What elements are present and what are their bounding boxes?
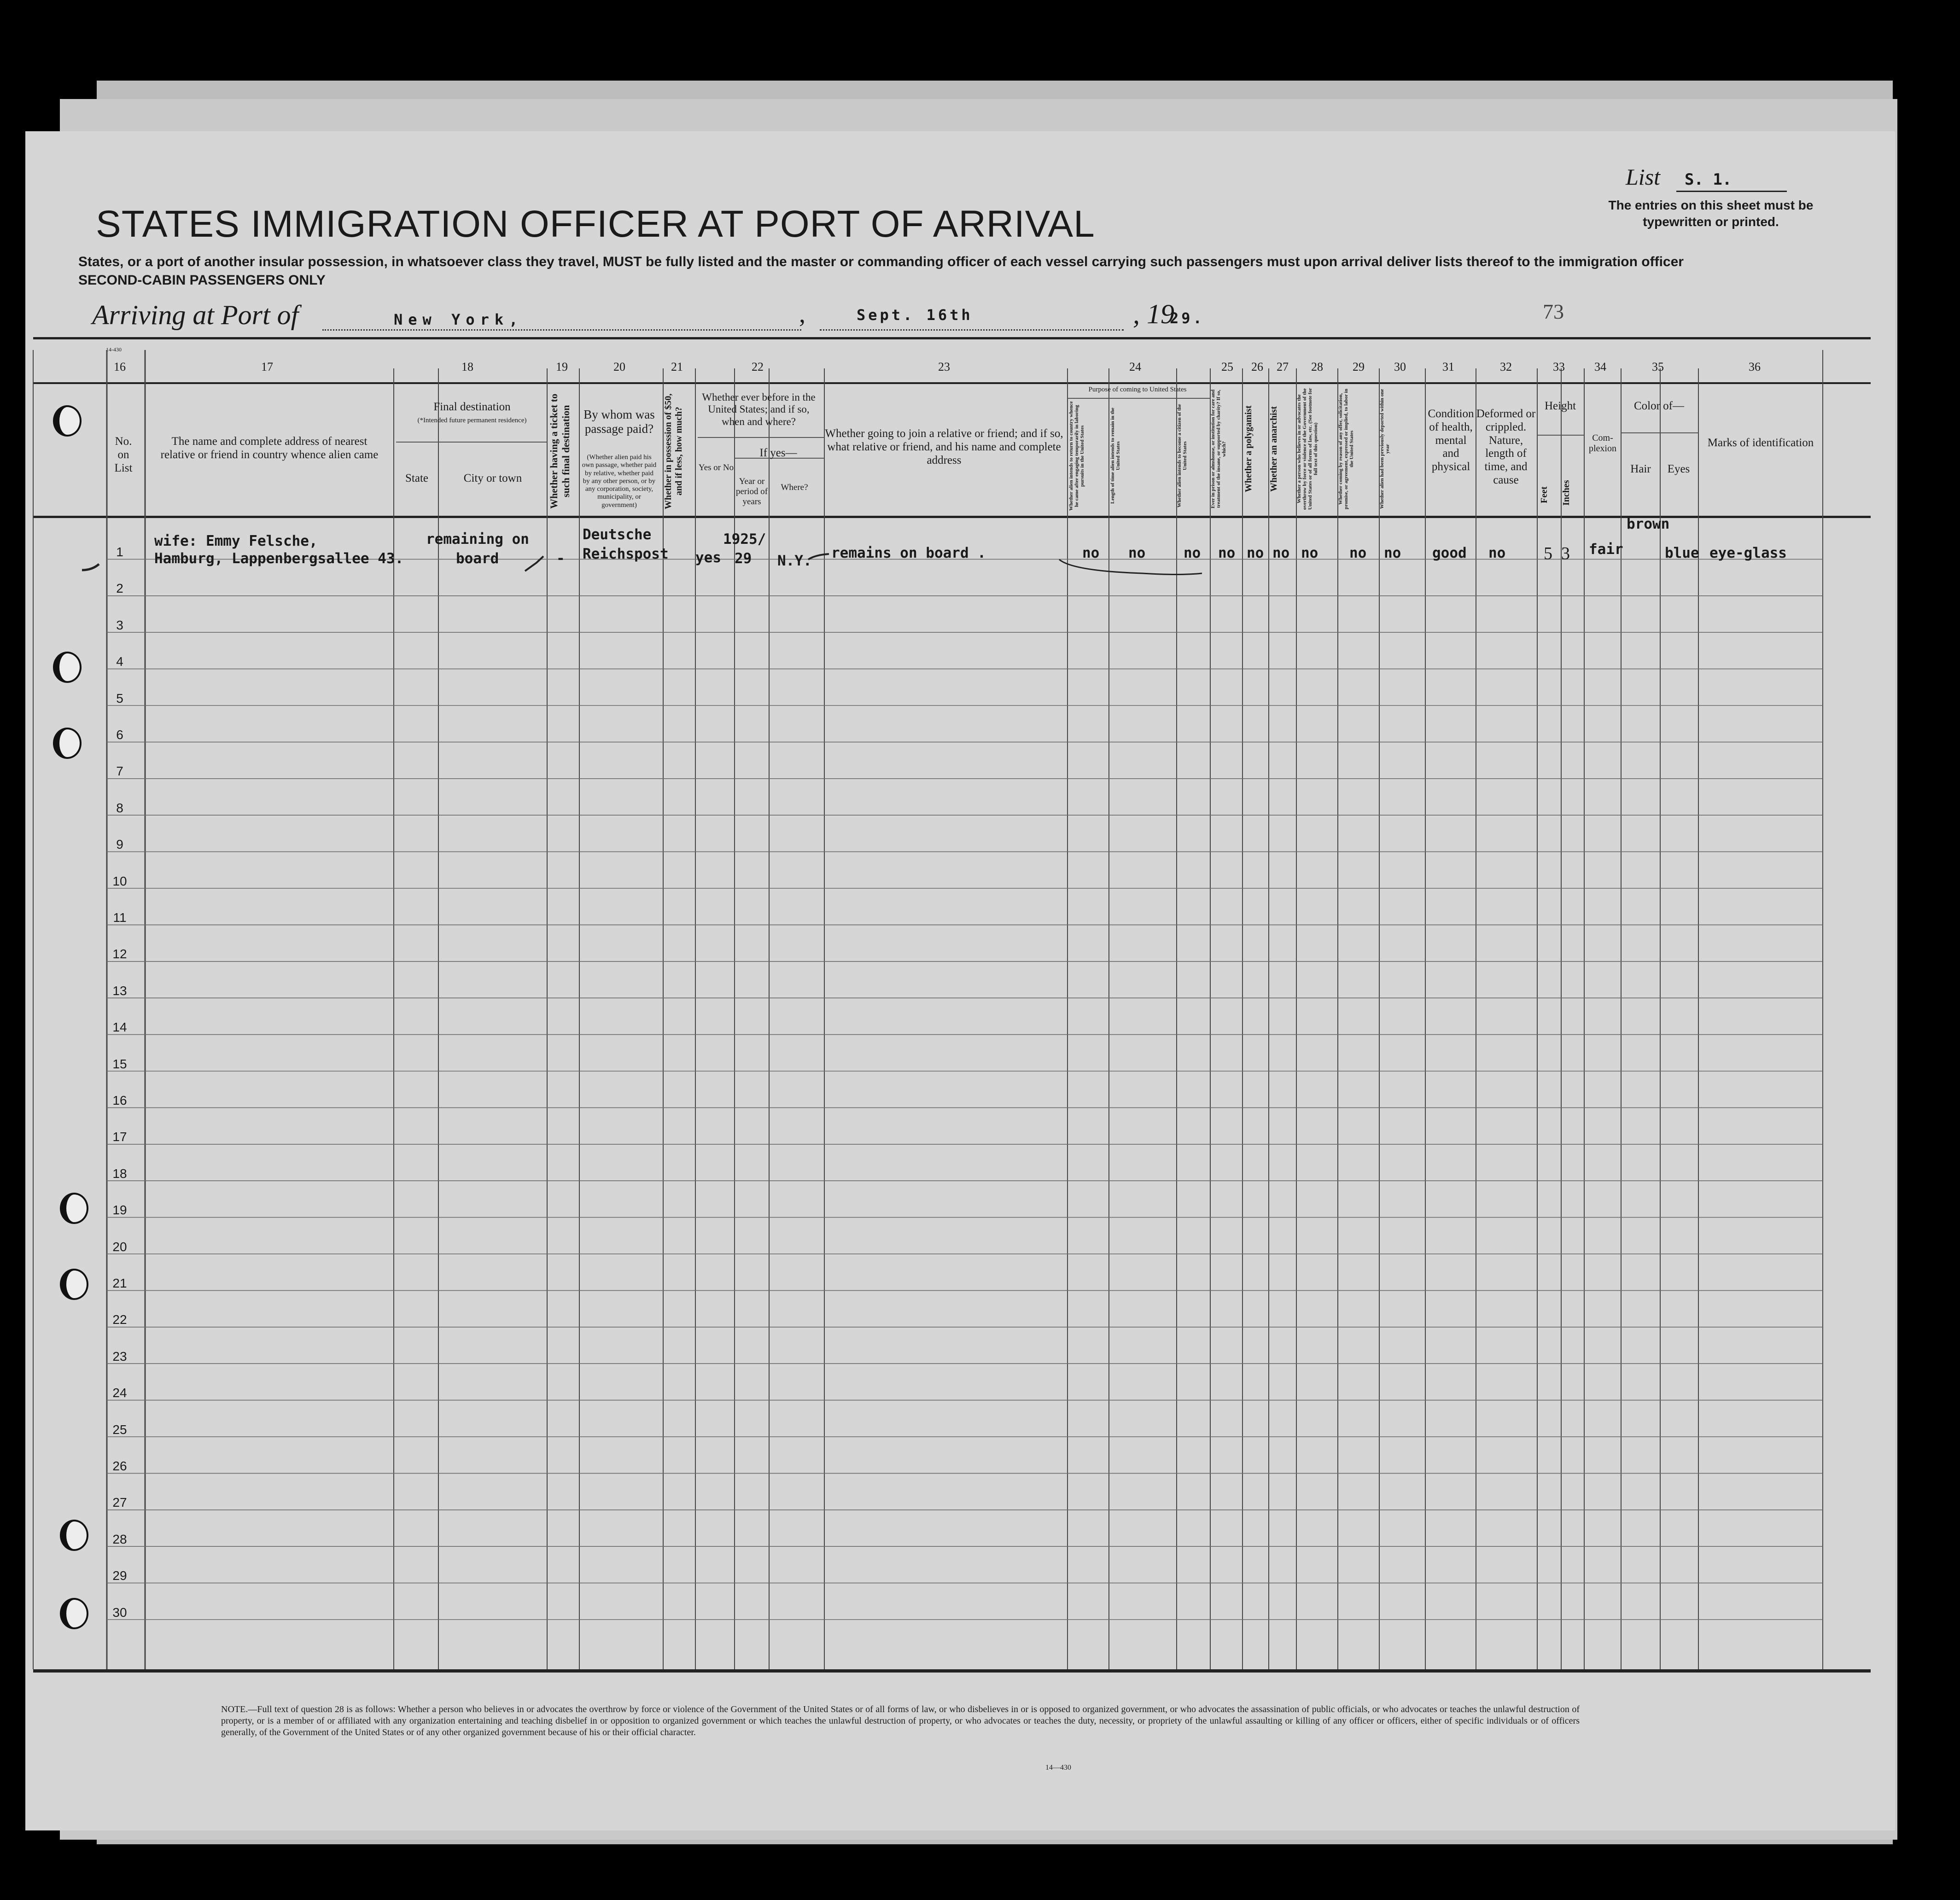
binder-hole-icon (53, 405, 82, 437)
entry-relative-line2: Hamburg, Lappenbergsallee 43. (154, 550, 404, 567)
entry-relative-line1: wife: Emmy Felsche, (154, 533, 318, 549)
header-before-in-us: Whether ever before in the United States; and if so, when and where? (702, 391, 816, 427)
entry-before-yes: yes (695, 549, 721, 566)
row-number: 11 (113, 910, 127, 925)
row-number: 3 (116, 618, 123, 632)
colnum-26: 26 (1251, 360, 1263, 373)
colnum-18: 18 (461, 360, 473, 373)
entry-eyes: blue (1665, 545, 1699, 561)
entry-q28: no (1301, 545, 1318, 561)
header-marks: Marks of identification (1707, 437, 1814, 449)
colnum-20: 20 (613, 360, 625, 373)
row-number: 7 (116, 764, 123, 779)
binder-hole-icon (60, 1598, 88, 1629)
entry-marks: eye-glass (1709, 545, 1787, 561)
header-purpose: Purpose of coming to United States (1088, 386, 1187, 393)
header-height: Height (1544, 400, 1576, 412)
entry-complexion: fair (1589, 541, 1623, 558)
header-yes-no: Yes or No (698, 463, 734, 472)
row-number: 12 (112, 947, 127, 962)
colnum-22: 22 (752, 360, 764, 373)
row-number: 30 (112, 1605, 127, 1620)
entry-anarchist: no (1272, 545, 1290, 561)
row-number: 6 (116, 728, 123, 742)
header-color-of: Color of— (1633, 400, 1685, 412)
row-number: 1 (116, 545, 123, 559)
colnum-17: 17 (261, 360, 273, 373)
colnum-21: 21 (671, 360, 683, 373)
entry-years-line1: 1925/ (723, 531, 766, 548)
colnum-35: 35 (1652, 360, 1664, 373)
row-number: 4 (116, 654, 123, 669)
row-number: 18 (112, 1166, 127, 1181)
header-purpose-length: Length of time alien intends to remain in the United States (1110, 408, 1121, 504)
entry-where: N.Y. (777, 553, 812, 569)
colnum-33: 33 (1553, 360, 1565, 373)
entry-years-line2: 29 (735, 550, 752, 567)
entry-feet: 5 (1544, 544, 1552, 563)
page-title: STATES IMMIGRATION OFFICER AT PORT OF ARRIVAL (96, 203, 1095, 245)
instructions-text: States, or a port of another insular possession, in whatsoever class they travel, MUST be fully listed and the master or commanding officer of each vessel carrying such passengers must upon arrival deliver lists thereof to the immigration officer (78, 254, 1684, 269)
row-number: 19 (112, 1203, 127, 1218)
binder-hole-icon (53, 652, 82, 683)
handwritten-page-number: 73 (1543, 300, 1564, 323)
header-purpose-return: Whether alien intends to return to country whence he came after engaging temporarily in laboring pursuits in the United States (1068, 401, 1085, 511)
entry-ticket: - (556, 550, 565, 567)
colnum-30: 30 (1394, 360, 1406, 373)
row-number: 13 (112, 983, 127, 998)
form-code: 14-430 (106, 346, 122, 353)
entry-purpose-citizen: no (1184, 545, 1201, 561)
header-q30: Whether alien had been previously deported within one year (1379, 389, 1390, 509)
row-number: 28 (112, 1532, 127, 1546)
typewritten-notice: The entries on this sheet must be typewritten or printed. (1608, 198, 1814, 229)
header-join-relative: Whether going to join a relative or friend; and if so, what relative or friend, and his name and complete address (825, 427, 1063, 466)
binder-hole-icon (60, 1520, 88, 1551)
header-condition: Condition of health, mental and physical (1428, 408, 1474, 473)
port-value: New York, (394, 311, 524, 328)
row-number: 14 (112, 1020, 127, 1035)
header-complexion: Com-plexion (1589, 433, 1616, 454)
row-number: 20 (112, 1239, 127, 1254)
colnum-28: 28 (1311, 360, 1323, 373)
header-ticket: Whether having a ticket to such final destination (548, 393, 572, 509)
colnum-27: 27 (1277, 360, 1289, 373)
header-year-period: Year or period of years (735, 477, 768, 507)
header-polygamist: Whether a polygamist (1243, 405, 1254, 493)
entry-inches: 3 (1561, 544, 1570, 563)
header-where: Where? (781, 483, 808, 492)
row-number: 25 (112, 1422, 127, 1437)
footnote-form-code: 14—430 (1045, 1764, 1071, 1772)
entry-q30: no (1384, 545, 1401, 561)
row-number: 22 (112, 1312, 127, 1327)
entry-q29: no (1349, 545, 1367, 561)
header-final-destination: Final destination (433, 401, 511, 413)
entry-hair: brown (1627, 516, 1670, 532)
header-deformed: Deformed or crippled. Nature, length of time, and cause (1476, 408, 1536, 486)
row-number: 17 (112, 1130, 127, 1144)
entry-purpose-length: no (1128, 545, 1146, 561)
footnote-question-28: NOTE.—Full text of question 28 is as follows: Whether a person who believes in or advocates the overthrow by force or violence of the Government of the United States or of all forms of law, or who disbelieves in or is opposed to organized government, or who advocates the assassination of public officials, or who advocates or teaches the unlawful destruction of property, or is a member of or affiliated with any organization entertaining and teaching disbelief in or opposition to organized government or which teaches the unlawful destruction of property, or who advocates or teaches the duty, necessity, or propriety of the unlawful assaulting or killing of any officer or officers, either of specific individuals or of officers generally, of the Government of the United States or of any other organized government because of his or their official character. (221, 1704, 1580, 1737)
arriving-label: Arriving at Port of (92, 300, 299, 330)
header-prison: Ever in prison or almshouse, or institution for care and treatment of the insane, or supported by charity? If so, which? (1210, 389, 1227, 509)
colnum-34: 34 (1594, 360, 1606, 373)
row-number: 2 (116, 581, 123, 596)
header-q29: Whether coming by reason of any offer, solicitation, promise, or agreement, expressed or implied, to labor in the United States (1338, 389, 1354, 509)
entry-paid-by-line2: Reichspost (583, 546, 669, 562)
header-purpose-citizen: Whether alien intends to become a citizen of the United States (1177, 404, 1188, 508)
row-number: 15 (112, 1056, 127, 1071)
header-passage-paid-note: (Whether alien paid his own passage, whether paid by relative, whether paid by any other person, or by any corporation, society, municipality, or government) (582, 454, 657, 509)
header-state: State (405, 472, 428, 484)
header-no-on-list: No. on List (114, 435, 133, 474)
row-number: 27 (112, 1495, 127, 1510)
row-number: 8 (116, 800, 123, 815)
row-number: 24 (112, 1386, 127, 1400)
row-number: 16 (112, 1093, 127, 1107)
header-relative-address: The name and complete address of nearest relative or friend in country whence alien came (160, 435, 379, 461)
header-q28: Whether a person who believes in or advocates the overthrow by force or violence of the Government of the United States or of all forms of law, etc. (See footnote for full text of this question) (1296, 388, 1318, 510)
colnum-24: 24 (1129, 360, 1141, 373)
colnum-36: 36 (1749, 360, 1761, 373)
header-passage-paid: By whom was passage paid? (583, 408, 655, 436)
cabin-class-label: SECOND-CABIN PASSENGERS ONLY (78, 273, 326, 288)
header-eyes: Eyes (1667, 463, 1690, 475)
header-feet: Feet (1539, 486, 1549, 504)
arrival-date: Sept. 16th (857, 306, 973, 324)
entry-city-line1: remaining on (426, 531, 529, 548)
colnum-25: 25 (1221, 360, 1233, 373)
header-inches: Inches (1561, 480, 1571, 506)
colnum-29: 29 (1353, 360, 1365, 373)
row-number: 5 (116, 691, 123, 705)
header-if-yes: If yes— (759, 447, 797, 459)
binder-hole-icon (60, 1193, 88, 1224)
entry-paid-by-line1: Deutsche (583, 526, 652, 543)
comma-separator: , (799, 300, 805, 328)
entry-polygamist: no (1247, 545, 1264, 561)
list-number: S. 1. (1685, 170, 1732, 189)
row-number: 26 (112, 1459, 127, 1473)
year-prefix: , 19 (1133, 299, 1174, 329)
entry-join: remains on board . (831, 545, 986, 561)
binder-hole-icon (60, 1269, 88, 1300)
row-number: 10 (112, 874, 127, 888)
year-suffix: 29. (1170, 309, 1205, 327)
colnum-19: 19 (556, 360, 568, 373)
entry-purpose-return: no (1082, 545, 1100, 561)
colnum-31: 31 (1442, 360, 1454, 373)
colnum-23: 23 (938, 360, 950, 373)
header-city: City or town (463, 472, 522, 484)
binder-hole-icon (53, 728, 82, 759)
header-final-destination-note: (*Intended future permanent residence) (417, 417, 527, 424)
entry-condition: good (1432, 545, 1467, 561)
header-anarchist: Whether an anarchist (1269, 406, 1279, 492)
header-hair: Hair (1630, 463, 1651, 475)
row-number: 21 (112, 1276, 127, 1290)
header-money: Whether in possession of $50, and if less, how much? (663, 393, 684, 509)
entry-deformed: no (1488, 545, 1506, 561)
row-number: 29 (112, 1568, 127, 1583)
entry-city-line2: board (456, 550, 499, 567)
colnum-16: 16 (114, 360, 126, 373)
list-label: List (1626, 164, 1661, 190)
entry-prison: no (1218, 545, 1236, 561)
colnum-32: 32 (1500, 360, 1512, 373)
row-number: 23 (112, 1349, 127, 1364)
row-number: 9 (116, 837, 123, 852)
